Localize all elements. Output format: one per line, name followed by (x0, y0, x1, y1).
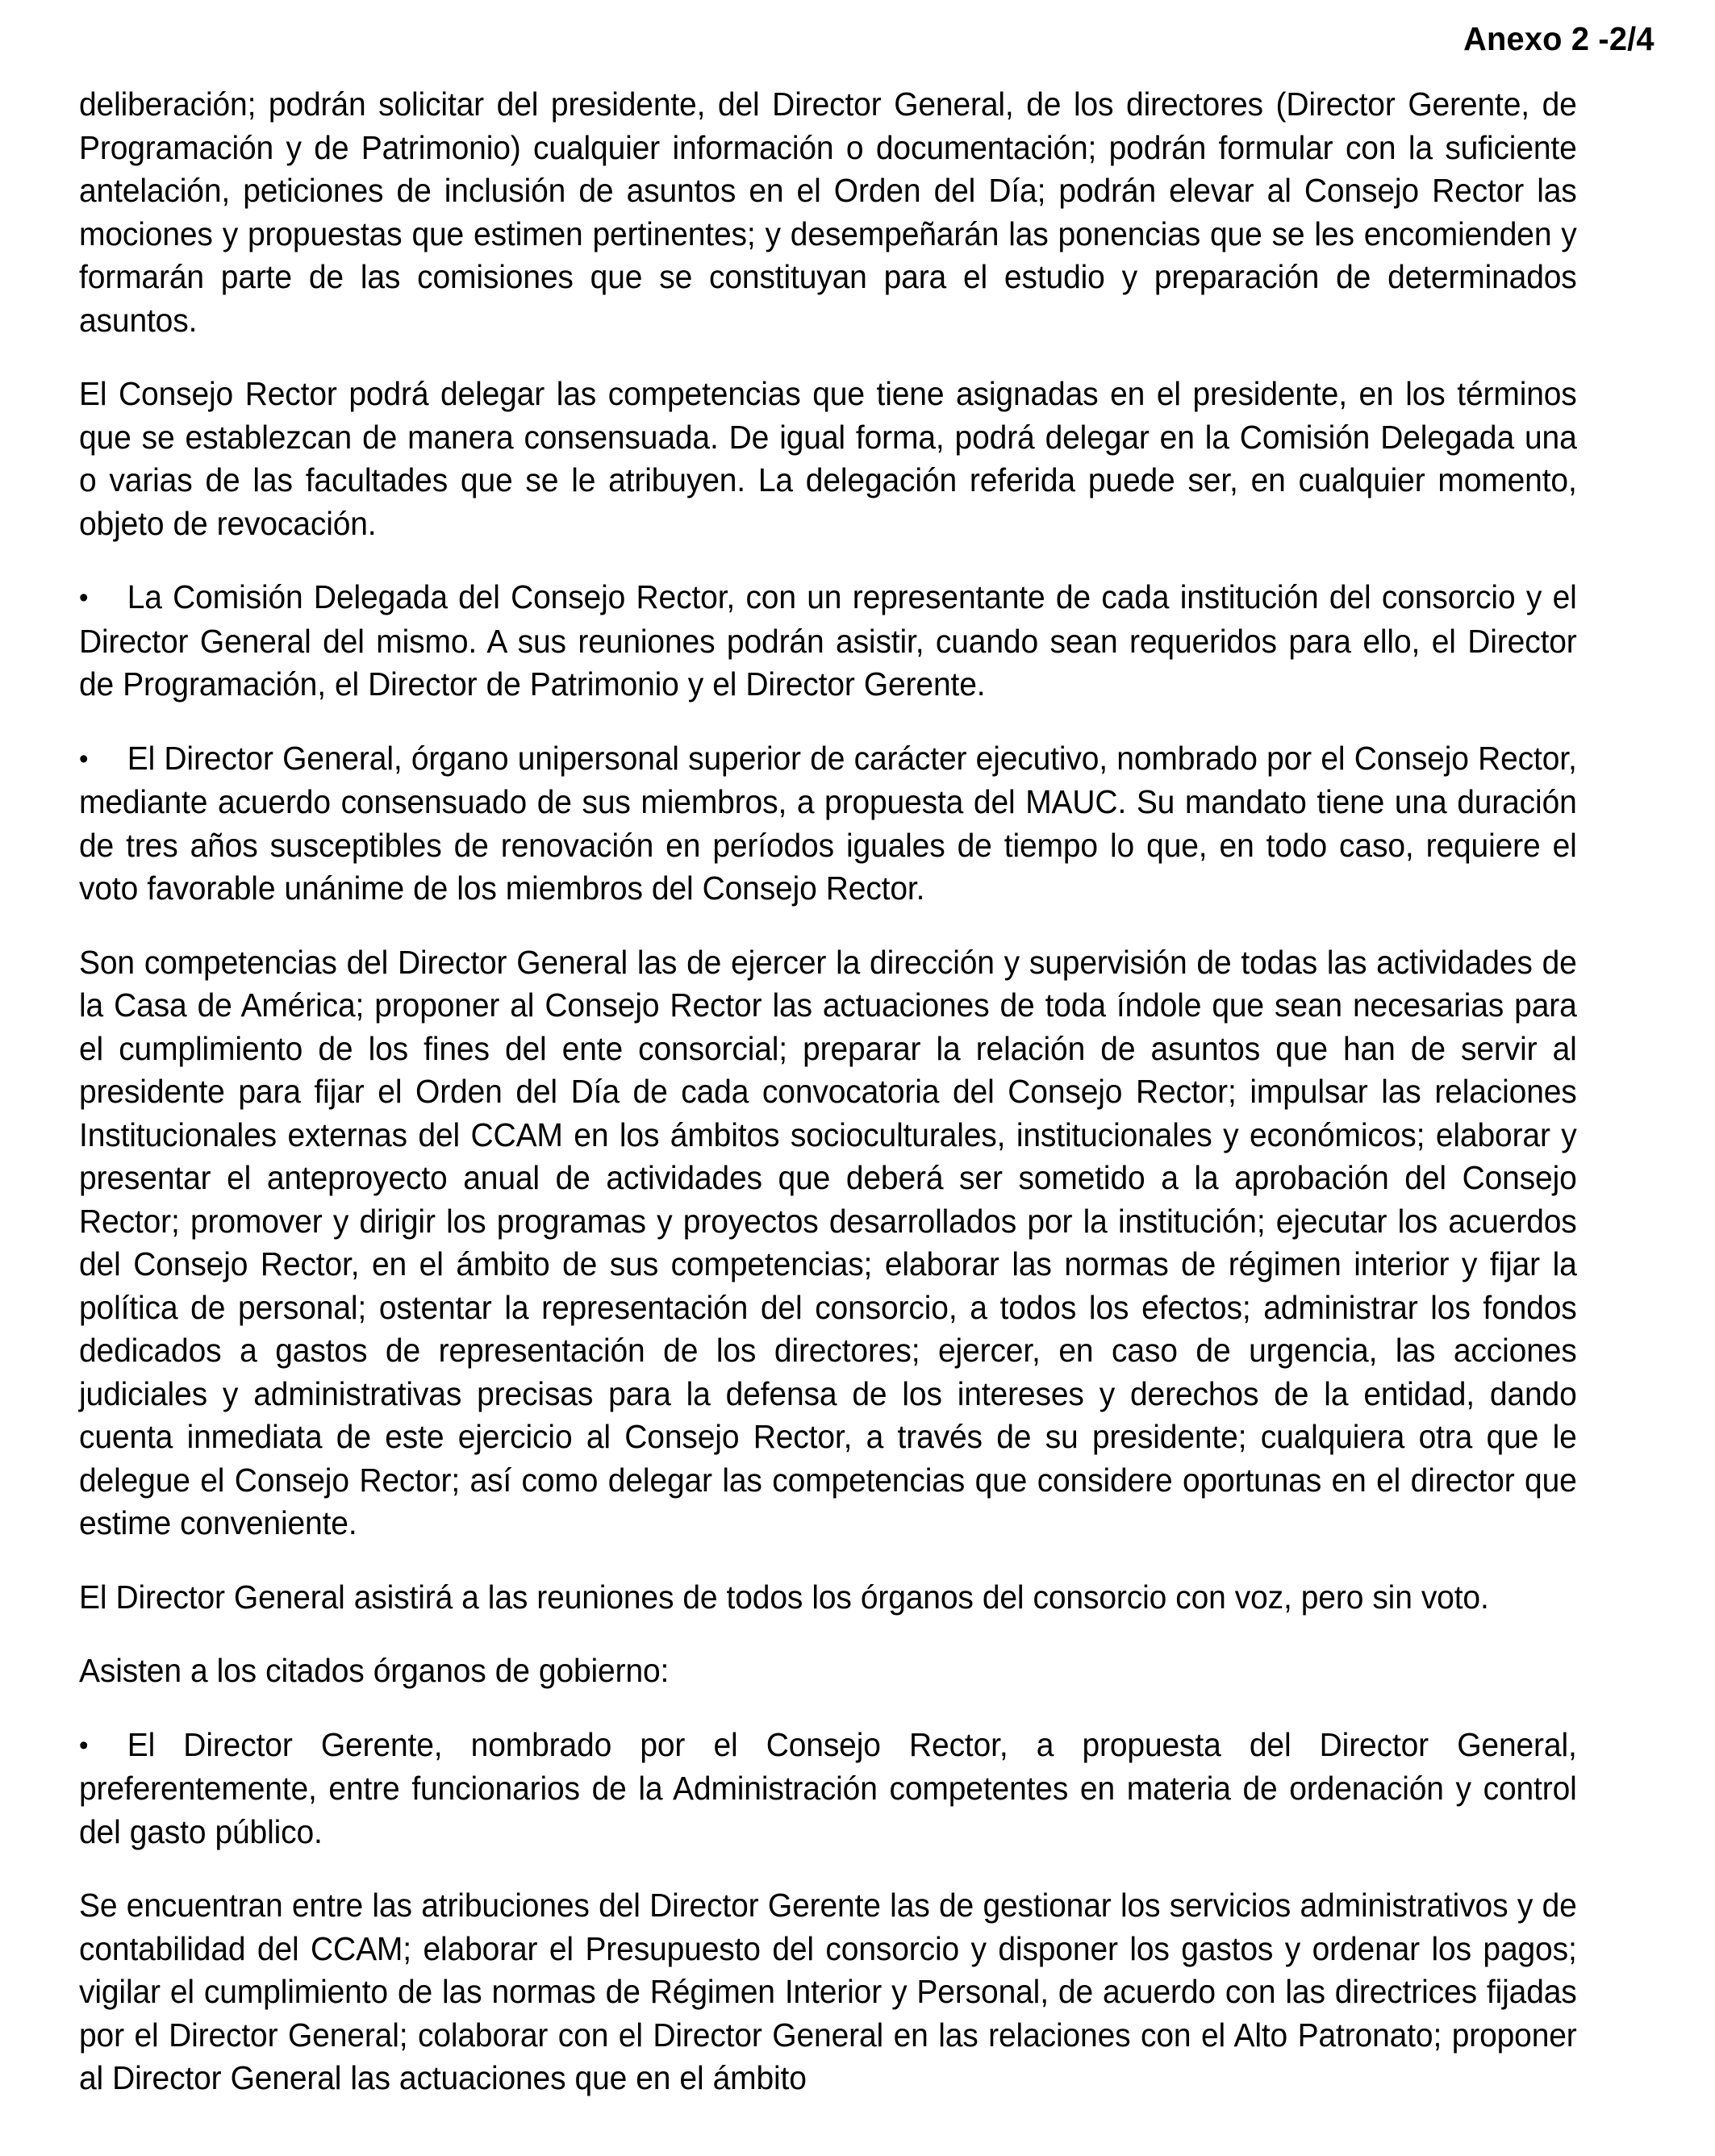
bullet-icon: • (79, 582, 89, 613)
paragraph-atribuciones-director-gerente: Se encuentran entre las atribuciones del Director Gerente las de gestionar los servicios administrativos y de contabilidad del CCAM; elaborar el Presupuesto del consorcio y disponer los gastos y ordenar los pagos; vigilar el cumplimiento de las normas de Régimen Interior y Personal, de acuerdo con las directrices fijadas por el Director General; colaborar con el Director General en las relaciones con el Alto Patronato; proponer al Director General las actuaciones que en el ámbito (79, 1887, 1577, 2096)
paragraph-director-general-asistencia: El Director General asistirá a las reuniones de todos los órganos del consorcio con voz, pero sin voto. (79, 1578, 1489, 1616)
paragraph-asisten-organos-gobierno: Asisten a los citados órganos de gobierno: (79, 1652, 670, 1689)
document-body (79, 83, 1577, 2100)
bullet-director-general (79, 737, 1577, 911)
bullet-icon: • (79, 743, 89, 774)
bullet-text: El Director Gerente, nombrado por el Consejo Rector, a propuesta del Director General, preferentemente, entre funcionarios de la Administración competentes en materia de ordenación y control del gasto público. (79, 1725, 1577, 1850)
bullet-director-gerente (79, 1724, 1577, 1854)
paragraph-atribuciones-wrapper (79, 1884, 1577, 2100)
page-header-annex-label: Anexo 2 -2/4 (1463, 20, 1654, 57)
bullet-icon: • (79, 1729, 89, 1761)
bullet-comision-delegada (79, 576, 1577, 707)
paragraph-competencias-director-general: Son competencias del Director General las de ejercer la dirección y supervisión de todas las actividades de la Casa de América; proponer al Consejo Rector las actuaciones de toda índole que sean necesarias para el cumplimiento de los fines del ente consorcial; preparar la relación de asuntos que han de servir al presidente para fijar el Orden del Día de cada convocatoria del Consejo Rector; impulsar las relaciones Institucionales externas del CCAM en los ámbitos socioculturales, institucionales y económicos; elaborar y presentar el anteproyecto anual de actividades que deberá ser sometido a la aprobación del Consejo Rector; promover y dirigir los programas y proyectos desarrollados por la institución; ejecutar los acuerdos del Consejo Rector, en el ámbito de sus competencias; elaborar las normas de régimen interior y fijar la política de personal; ostentar la representación del consorcio, a todos los efectos; administrar los fondos dedicados a gastos de representación de los directores; ejercer, en caso de urgencia, las acciones judiciales y administrativas precisas para la defensa de los intereses y derechos de la entidad, dando cuenta inmediata de este ejercicio al Consejo Rector, a través de su presidente; cualquiera otra que le delegue el Consejo Rector; así como delegar las competencias que considere oportunas en el director que estime conveniente. (79, 943, 1577, 1541)
bullet-text: El Director General, órgano unipersonal superior de carácter ejecutivo, nombrado por el Consejo Rector, mediante acuerdo consensuado de sus miembros, a propuesta del MAUC. Su mandato tiene una duración de tres años susceptibles de renovación en períodos iguales de tiempo lo que, en todo caso, requiere el voto favorable unánime de los miembros del Consejo Rector. (79, 739, 1577, 907)
paragraph-consejo-rector-delegacion: El Consejo Rector podrá delegar las competencias que tiene asignadas en el presidente, en los términos que se establezcan de manera consensuada. De igual forma, podrá delegar en la Comisión Delegada una o varias de las facultades que se le atribuyen. La delegación referida puede ser, en cualquier momento, objeto de revocación. (79, 375, 1577, 542)
bullet-text: La Comisión Delegada del Consejo Rector, con un representante de cada institución del consorcio y el Director General del mismo. A sus reuniones podrán asistir, cuando sean requeridos para ello, el Director de Programación, el Director de Patrimonio y el Director Gerente. (79, 578, 1577, 703)
paragraph-deliberacion: deliberación; podrán solicitar del presidente, del Director General, de los directores (Director Gerente, de Programación y de Patrimonio) cualquier información o documentación; podrán formular con la suficiente antelación, peticiones de inclusión de asuntos en el Orden del Día; podrán elevar al Consejo Rector las mociones y propuestas que estimen pertinentes; y desempeñarán las ponencias que se les encomienden y formarán parte de las comisiones que se constituyan para el estudio y preparación de determinados asuntos. (79, 85, 1577, 339)
